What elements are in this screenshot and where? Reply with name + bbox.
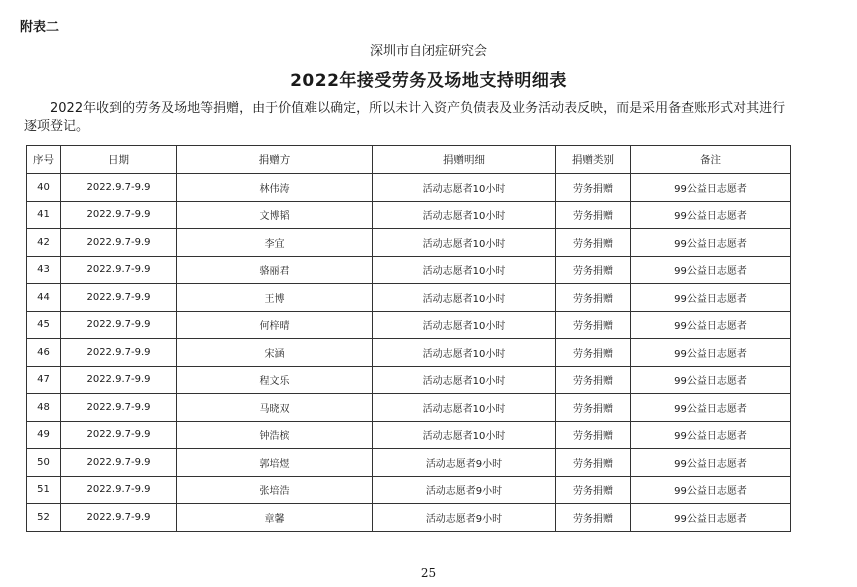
cell-donor: 章馨 <box>177 504 373 532</box>
cell-category: 劳务捐赠 <box>556 284 631 312</box>
cell-donor: 马晓双 <box>177 394 373 422</box>
document-title: 2022年接受劳务及场地支持明细表 <box>290 71 567 91</box>
table-row <box>27 201 791 229</box>
cell-remark: 99公益日志愿者 <box>631 311 791 339</box>
cell-donor: 文博韬 <box>177 201 373 229</box>
cell-donor: 林伟涛 <box>177 174 373 202</box>
cell-donor: 郭培煜 <box>177 449 373 477</box>
cell-donor: 王博 <box>177 284 373 312</box>
cell-donor: 何梓晴 <box>177 311 373 339</box>
cell-category: 劳务捐赠 <box>556 504 631 532</box>
cell-detail: 活动志愿者9小时 <box>373 449 556 477</box>
cell-index: 47 <box>27 366 61 394</box>
table-row <box>27 229 791 257</box>
cell-category: 劳务捐赠 <box>556 311 631 339</box>
cell-category: 劳务捐赠 <box>556 449 631 477</box>
cell-date: 2022.9.7-9.9 <box>61 201 177 229</box>
cell-donor: 张培浩 <box>177 476 373 504</box>
cell-category: 劳务捐赠 <box>556 339 631 367</box>
cell-category: 劳务捐赠 <box>556 421 631 449</box>
cell-category: 劳务捐赠 <box>556 174 631 202</box>
cell-remark: 99公益日志愿者 <box>631 256 791 284</box>
cell-detail: 活动志愿者10小时 <box>373 201 556 229</box>
cell-detail: 活动志愿者10小时 <box>373 174 556 202</box>
cell-date: 2022.9.7-9.9 <box>61 339 177 367</box>
table-row <box>27 311 791 339</box>
cell-donor: 钟浩槟 <box>177 421 373 449</box>
cell-index: 52 <box>27 504 61 532</box>
cell-date: 2022.9.7-9.9 <box>61 174 177 202</box>
cell-category: 劳务捐赠 <box>556 366 631 394</box>
cell-index: 51 <box>27 476 61 504</box>
column-header-category: 捐赠类别 <box>556 146 631 174</box>
cell-remark: 99公益日志愿者 <box>631 201 791 229</box>
cell-index: 44 <box>27 284 61 312</box>
cell-remark: 99公益日志愿者 <box>631 339 791 367</box>
table-row <box>27 256 791 284</box>
table-row <box>27 476 791 504</box>
donation-detail-table <box>26 145 791 532</box>
cell-detail: 活动志愿者10小时 <box>373 256 556 284</box>
cell-remark: 99公益日志愿者 <box>631 174 791 202</box>
column-header-donor: 捐赠方 <box>177 146 373 174</box>
cell-remark: 99公益日志愿者 <box>631 421 791 449</box>
cell-date: 2022.9.7-9.9 <box>61 449 177 477</box>
table-row <box>27 174 791 202</box>
cell-index: 48 <box>27 394 61 422</box>
cell-detail: 活动志愿者9小时 <box>373 476 556 504</box>
cell-donor: 宋涵 <box>177 339 373 367</box>
table-row <box>27 339 791 367</box>
cell-date: 2022.9.7-9.9 <box>61 311 177 339</box>
table-header-row <box>27 146 791 174</box>
cell-date: 2022.9.7-9.9 <box>61 504 177 532</box>
column-header-remark: 备注 <box>631 146 791 174</box>
cell-date: 2022.9.7-9.9 <box>61 476 177 504</box>
attachment-label: 附表二 <box>20 20 60 35</box>
cell-detail: 活动志愿者9小时 <box>373 504 556 532</box>
cell-index: 45 <box>27 311 61 339</box>
cell-date: 2022.9.7-9.9 <box>61 421 177 449</box>
cell-donor: 程文乐 <box>177 366 373 394</box>
cell-detail: 活动志愿者10小时 <box>373 394 556 422</box>
cell-index: 42 <box>27 229 61 257</box>
cell-category: 劳务捐赠 <box>556 394 631 422</box>
cell-date: 2022.9.7-9.9 <box>61 366 177 394</box>
table-row <box>27 394 791 422</box>
cell-detail: 活动志愿者10小时 <box>373 421 556 449</box>
cell-index: 49 <box>27 421 61 449</box>
cell-index: 46 <box>27 339 61 367</box>
cell-category: 劳务捐赠 <box>556 229 631 257</box>
page-number: 25 <box>420 566 437 580</box>
cell-index: 41 <box>27 201 61 229</box>
cell-date: 2022.9.7-9.9 <box>61 229 177 257</box>
cell-date: 2022.9.7-9.9 <box>61 394 177 422</box>
cell-detail: 活动志愿者10小时 <box>373 284 556 312</box>
cell-index: 50 <box>27 449 61 477</box>
table-row <box>27 366 791 394</box>
cell-remark: 99公益日志愿者 <box>631 449 791 477</box>
column-header-date: 日期 <box>61 146 177 174</box>
cell-category: 劳务捐赠 <box>556 201 631 229</box>
organization-name: 深圳市自闭症研究会 <box>369 44 487 59</box>
cell-donor: 李宜 <box>177 229 373 257</box>
cell-index: 40 <box>27 174 61 202</box>
cell-date: 2022.9.7-9.9 <box>61 284 177 312</box>
cell-remark: 99公益日志愿者 <box>631 504 791 532</box>
table-row <box>27 421 791 449</box>
table-body <box>27 174 791 532</box>
cell-detail: 活动志愿者10小时 <box>373 339 556 367</box>
cell-remark: 99公益日志愿者 <box>631 394 791 422</box>
table-row <box>27 284 791 312</box>
cell-category: 劳务捐赠 <box>556 476 631 504</box>
cell-remark: 99公益日志愿者 <box>631 284 791 312</box>
cell-index: 43 <box>27 256 61 284</box>
cell-date: 2022.9.7-9.9 <box>61 256 177 284</box>
column-header-index: 序号 <box>27 146 61 174</box>
cell-remark: 99公益日志愿者 <box>631 366 791 394</box>
table-row <box>27 449 791 477</box>
cell-detail: 活动志愿者10小时 <box>373 229 556 257</box>
cell-donor: 骆丽君 <box>177 256 373 284</box>
cell-detail: 活动志愿者10小时 <box>373 366 556 394</box>
cell-category: 劳务捐赠 <box>556 256 631 284</box>
cell-remark: 99公益日志愿者 <box>631 476 791 504</box>
intro-paragraph: 2022年收到的劳务及场地等捐赠，由于价值难以确定，所以未计入资产负债表及业务活动表反映，而是采用备查账形式对其进行逐项登记。 <box>24 101 786 134</box>
cell-remark: 99公益日志愿者 <box>631 229 791 257</box>
column-header-detail: 捐赠明细 <box>373 146 556 174</box>
cell-detail: 活动志愿者10小时 <box>373 311 556 339</box>
table-row <box>27 504 791 532</box>
